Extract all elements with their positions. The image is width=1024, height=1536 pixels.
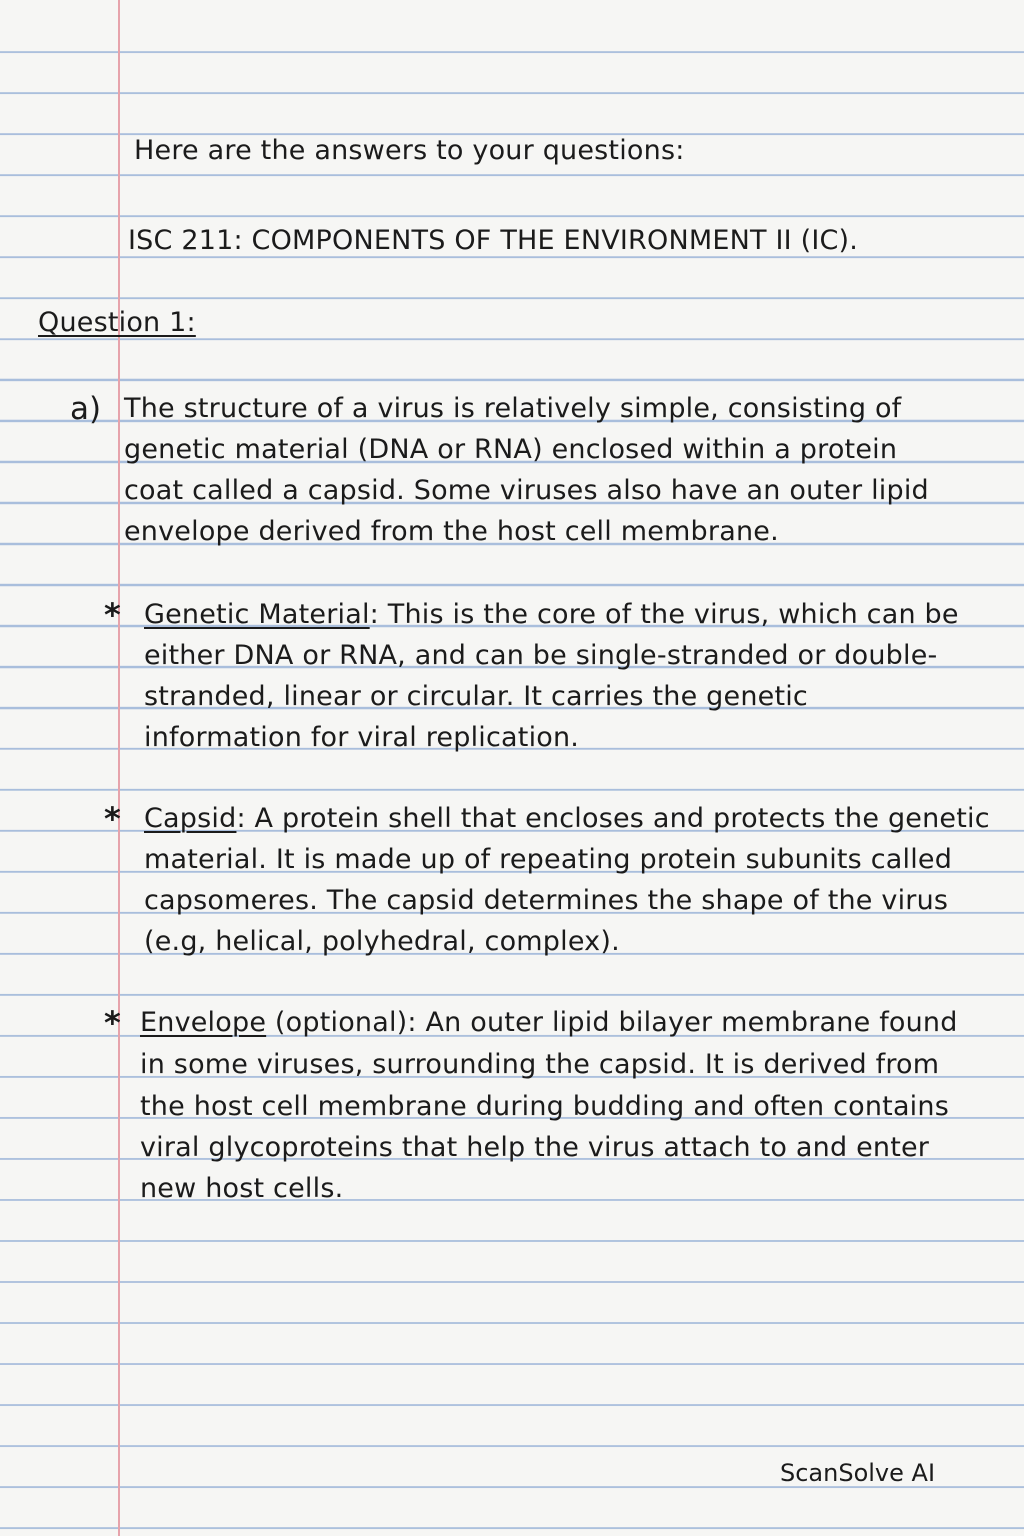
bullet-line: (e.g, helical, polyhedral, complex). (144, 926, 620, 957)
question-heading: Question 1: (38, 307, 196, 338)
bullet-text: : A protein shell that encloses and protects the genetic (236, 803, 990, 834)
part-a-label: a) (70, 391, 102, 427)
bullet-capsid-first-line (144, 802, 990, 836)
term-genetic-material: Genetic Material (144, 599, 370, 630)
bullet-envelope-first-line (140, 1006, 958, 1040)
bullet-star-icon: * (104, 596, 121, 634)
bullet-star-icon: * (104, 1004, 121, 1042)
bullet-line: information for viral replication. (144, 722, 580, 753)
bullet-text: : This is the core of the virus, which can be (369, 599, 959, 630)
bullet-line: in some viruses, surrounding the capsid. It is derived from (140, 1049, 940, 1080)
term-capsid: Capsid (144, 803, 237, 834)
bullet-line: material. It is made up of repeating protein subunits called (144, 844, 953, 875)
part-a-line: envelope derived from the host cell membrane. (124, 516, 779, 547)
footer-brand: ScanSolve AI (780, 1459, 936, 1487)
bullet-line: capsomeres. The capsid determines the shape of the virus (144, 885, 949, 916)
bullet-line: viral glycoproteins that help the virus attach to and enter (140, 1132, 930, 1163)
bullet-line: either DNA or RNA, and can be single-stranded or double- (144, 640, 938, 671)
margin-line (118, 0, 120, 1536)
part-a-line: coat called a capsid. Some viruses also have an outer lipid (124, 475, 929, 506)
bullet-star-icon: * (104, 800, 121, 838)
part-a-line: genetic material (DNA or RNA) enclosed within a protein (124, 434, 898, 465)
bullet-line: new host cells. (140, 1173, 344, 1204)
bullet-text: (optional): An outer lipid bilayer membrane found (266, 1007, 958, 1038)
intro-text: Here are the answers to your questions: (134, 135, 685, 166)
course-title: ISC 211: COMPONENTS OF THE ENVIRONMENT II (IC). (128, 225, 859, 256)
part-a-line: The structure of a virus is relatively simple, consisting of (124, 393, 902, 424)
bullet-line: stranded, linear or circular. It carries the genetic (144, 681, 808, 712)
bullet-line: the host cell membrane during budding and often contains (140, 1091, 949, 1122)
bullet-genetic-material-first-line (144, 598, 959, 632)
term-envelope: Envelope (140, 1007, 267, 1038)
